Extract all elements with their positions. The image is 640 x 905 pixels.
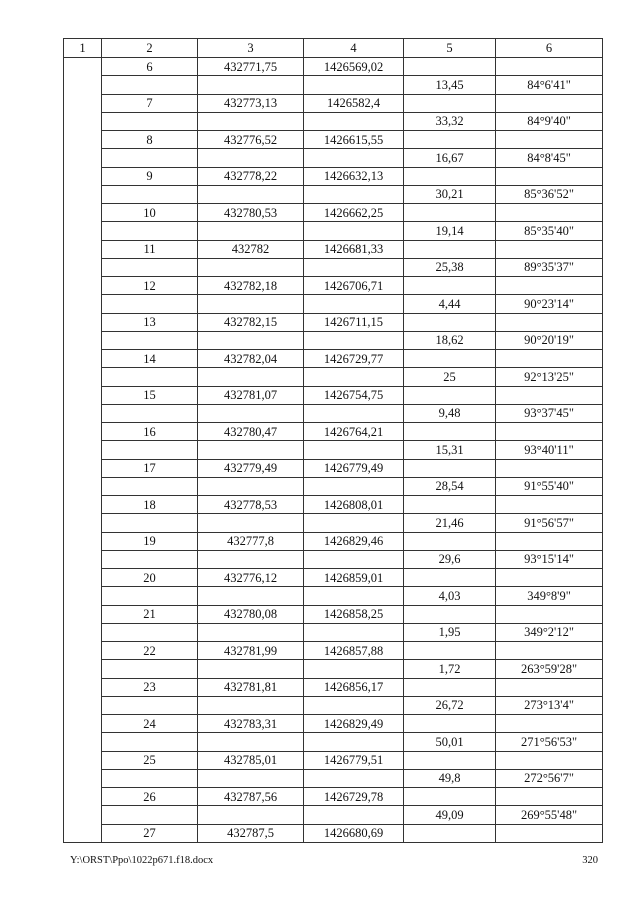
- section-cell: [64, 58, 102, 843]
- empty-cell: [102, 769, 198, 787]
- empty-cell: [198, 331, 304, 349]
- point-row: [64, 350, 603, 368]
- y-coordinate-cell: 1426858,25: [304, 605, 404, 623]
- x-coordinate-cell: 432777,8: [198, 532, 304, 550]
- empty-cell: [198, 477, 304, 495]
- empty-cell: [304, 185, 404, 203]
- x-coordinate-cell: 432787,5: [198, 824, 304, 842]
- empty-cell: [304, 368, 404, 386]
- y-coordinate-cell: 1426706,71: [304, 277, 404, 295]
- direction-angle-cell: 91°55'40": [496, 477, 603, 495]
- header-cell-1: 1: [64, 39, 102, 58]
- point-row: [64, 459, 603, 477]
- empty-cell: [198, 76, 304, 94]
- empty-cell: [102, 587, 198, 605]
- distance-cell: 1,95: [404, 623, 496, 641]
- empty-cell: [198, 514, 304, 532]
- segment-row: [64, 112, 603, 130]
- empty-cell: [198, 222, 304, 240]
- y-coordinate-cell: 1426681,33: [304, 240, 404, 258]
- distance-empty-cell: [404, 204, 496, 222]
- x-coordinate-cell: 432771,75: [198, 58, 304, 76]
- x-coordinate-cell: 432781,99: [198, 642, 304, 660]
- point-number-cell: 23: [102, 678, 198, 696]
- empty-cell: [198, 696, 304, 714]
- y-coordinate-cell: 1426615,55: [304, 131, 404, 149]
- angle-empty-cell: [496, 788, 603, 806]
- empty-cell: [102, 331, 198, 349]
- point-number-cell: 9: [102, 167, 198, 185]
- x-coordinate-cell: 432773,13: [198, 94, 304, 112]
- empty-cell: [102, 441, 198, 459]
- point-row: [64, 277, 603, 295]
- point-row: [64, 605, 603, 623]
- distance-empty-cell: [404, 423, 496, 441]
- distance-empty-cell: [404, 824, 496, 842]
- distance-cell: 19,14: [404, 222, 496, 240]
- point-number-cell: 7: [102, 94, 198, 112]
- x-coordinate-cell: 432787,56: [198, 788, 304, 806]
- x-coordinate-cell: 432778,53: [198, 496, 304, 514]
- direction-angle-cell: 85°35'40": [496, 222, 603, 240]
- angle-empty-cell: [496, 277, 603, 295]
- empty-cell: [102, 295, 198, 313]
- point-number-cell: 22: [102, 642, 198, 660]
- y-coordinate-cell: 1426632,13: [304, 167, 404, 185]
- direction-angle-cell: 89°35'37": [496, 258, 603, 276]
- x-coordinate-cell: 432782,15: [198, 313, 304, 331]
- direction-angle-cell: 84°8'45": [496, 149, 603, 167]
- point-row: [64, 569, 603, 587]
- empty-cell: [102, 112, 198, 130]
- empty-cell: [198, 404, 304, 422]
- direction-angle-cell: 93°40'11": [496, 441, 603, 459]
- empty-cell: [102, 149, 198, 167]
- point-row: [64, 496, 603, 514]
- empty-cell: [102, 806, 198, 824]
- distance-empty-cell: [404, 240, 496, 258]
- empty-cell: [304, 550, 404, 568]
- angle-empty-cell: [496, 167, 603, 185]
- segment-row: [64, 587, 603, 605]
- distance-cell: 15,31: [404, 441, 496, 459]
- distance-cell: 1,72: [404, 660, 496, 678]
- distance-cell: 50,01: [404, 733, 496, 751]
- segment-row: [64, 514, 603, 532]
- empty-cell: [102, 623, 198, 641]
- point-row: [64, 167, 603, 185]
- empty-cell: [102, 258, 198, 276]
- distance-cell: 26,72: [404, 696, 496, 714]
- direction-angle-cell: 349°8'9": [496, 587, 603, 605]
- angle-empty-cell: [496, 386, 603, 404]
- angle-empty-cell: [496, 94, 603, 112]
- direction-angle-cell: 90°20'19": [496, 331, 603, 349]
- distance-cell: 29,6: [404, 550, 496, 568]
- footer-page-number: 320: [582, 855, 598, 866]
- empty-cell: [198, 733, 304, 751]
- empty-cell: [102, 733, 198, 751]
- empty-cell: [198, 623, 304, 641]
- point-row: [64, 788, 603, 806]
- point-row: [64, 751, 603, 769]
- segment-row: [64, 222, 603, 240]
- angle-empty-cell: [496, 678, 603, 696]
- distance-empty-cell: [404, 459, 496, 477]
- distance-cell: 21,46: [404, 514, 496, 532]
- direction-angle-cell: 273°13'4": [496, 696, 603, 714]
- direction-angle-cell: 85°36'52": [496, 185, 603, 203]
- direction-angle-cell: 272°56'7": [496, 769, 603, 787]
- point-row: [64, 204, 603, 222]
- distance-empty-cell: [404, 313, 496, 331]
- empty-cell: [304, 514, 404, 532]
- y-coordinate-cell: 1426711,15: [304, 313, 404, 331]
- distance-cell: 28,54: [404, 477, 496, 495]
- segment-row: [64, 185, 603, 203]
- direction-angle-cell: 84°9'40": [496, 112, 603, 130]
- angle-empty-cell: [496, 605, 603, 623]
- direction-angle-cell: 93°37'45": [496, 404, 603, 422]
- coordinates-table: [63, 38, 603, 843]
- header-row: [64, 39, 603, 58]
- y-coordinate-cell: 1426779,51: [304, 751, 404, 769]
- empty-cell: [198, 258, 304, 276]
- point-number-cell: 16: [102, 423, 198, 441]
- empty-cell: [198, 368, 304, 386]
- point-number-cell: 14: [102, 350, 198, 368]
- y-coordinate-cell: 1426582,4: [304, 94, 404, 112]
- point-number-cell: 26: [102, 788, 198, 806]
- point-number-cell: 24: [102, 715, 198, 733]
- y-coordinate-cell: 1426779,49: [304, 459, 404, 477]
- distance-cell: 4,44: [404, 295, 496, 313]
- empty-cell: [304, 258, 404, 276]
- y-coordinate-cell: 1426764,21: [304, 423, 404, 441]
- footer-file-path: Y:\ORST\Ppo\1022p671.f18.docx: [70, 855, 214, 866]
- segment-row: [64, 441, 603, 459]
- x-coordinate-cell: 432782,18: [198, 277, 304, 295]
- table-body: [64, 39, 603, 843]
- distance-empty-cell: [404, 788, 496, 806]
- point-row: [64, 532, 603, 550]
- point-row: [64, 58, 603, 76]
- y-coordinate-cell: 1426829,46: [304, 532, 404, 550]
- x-coordinate-cell: 432776,12: [198, 569, 304, 587]
- empty-cell: [304, 733, 404, 751]
- point-row: [64, 313, 603, 331]
- direction-angle-cell: 263°59'28": [496, 660, 603, 678]
- empty-cell: [304, 331, 404, 349]
- empty-cell: [304, 76, 404, 94]
- empty-cell: [304, 477, 404, 495]
- direction-angle-cell: 271°56'53": [496, 733, 603, 751]
- segment-row: [64, 623, 603, 641]
- distance-cell: 4,03: [404, 587, 496, 605]
- empty-cell: [102, 660, 198, 678]
- x-coordinate-cell: 432782,04: [198, 350, 304, 368]
- point-number-cell: 19: [102, 532, 198, 550]
- empty-cell: [304, 441, 404, 459]
- angle-empty-cell: [496, 459, 603, 477]
- segment-row: [64, 331, 603, 349]
- angle-empty-cell: [496, 715, 603, 733]
- angle-empty-cell: [496, 350, 603, 368]
- direction-angle-cell: 91°56'57": [496, 514, 603, 532]
- x-coordinate-cell: 432781,81: [198, 678, 304, 696]
- empty-cell: [198, 660, 304, 678]
- point-row: [64, 824, 603, 842]
- distance-empty-cell: [404, 167, 496, 185]
- direction-angle-cell: 90°23'14": [496, 295, 603, 313]
- distance-empty-cell: [404, 131, 496, 149]
- distance-empty-cell: [404, 605, 496, 623]
- empty-cell: [102, 76, 198, 94]
- header-cell-5: 5: [404, 39, 496, 58]
- empty-cell: [198, 769, 304, 787]
- empty-cell: [198, 149, 304, 167]
- empty-cell: [304, 295, 404, 313]
- empty-cell: [198, 441, 304, 459]
- y-coordinate-cell: 1426859,01: [304, 569, 404, 587]
- y-coordinate-cell: 1426680,69: [304, 824, 404, 842]
- x-coordinate-cell: 432783,31: [198, 715, 304, 733]
- y-coordinate-cell: 1426857,88: [304, 642, 404, 660]
- header-cell-2: 2: [102, 39, 198, 58]
- segment-row: [64, 769, 603, 787]
- angle-empty-cell: [496, 532, 603, 550]
- distance-empty-cell: [404, 496, 496, 514]
- point-number-cell: 27: [102, 824, 198, 842]
- x-coordinate-cell: 432782: [198, 240, 304, 258]
- empty-cell: [102, 404, 198, 422]
- y-coordinate-cell: 1426829,49: [304, 715, 404, 733]
- empty-cell: [102, 550, 198, 568]
- empty-cell: [102, 477, 198, 495]
- point-number-cell: 15: [102, 386, 198, 404]
- point-row: [64, 386, 603, 404]
- direction-angle-cell: 92°13'25": [496, 368, 603, 386]
- header-cell-4: 4: [304, 39, 404, 58]
- point-number-cell: 6: [102, 58, 198, 76]
- x-coordinate-cell: 432779,49: [198, 459, 304, 477]
- empty-cell: [198, 185, 304, 203]
- segment-row: [64, 76, 603, 94]
- empty-cell: [304, 149, 404, 167]
- empty-cell: [304, 404, 404, 422]
- empty-cell: [304, 806, 404, 824]
- angle-empty-cell: [496, 423, 603, 441]
- distance-cell: 25: [404, 368, 496, 386]
- angle-empty-cell: [496, 824, 603, 842]
- distance-cell: 49,8: [404, 769, 496, 787]
- empty-cell: [198, 806, 304, 824]
- distance-empty-cell: [404, 569, 496, 587]
- distance-cell: 18,62: [404, 331, 496, 349]
- angle-empty-cell: [496, 131, 603, 149]
- y-coordinate-cell: 1426754,75: [304, 386, 404, 404]
- segment-row: [64, 477, 603, 495]
- point-row: [64, 678, 603, 696]
- x-coordinate-cell: 432780,08: [198, 605, 304, 623]
- distance-empty-cell: [404, 386, 496, 404]
- distance-empty-cell: [404, 350, 496, 368]
- angle-empty-cell: [496, 642, 603, 660]
- header-cell-6: 6: [496, 39, 603, 58]
- x-coordinate-cell: 432780,47: [198, 423, 304, 441]
- point-row: [64, 240, 603, 258]
- segment-row: [64, 404, 603, 422]
- angle-empty-cell: [496, 313, 603, 331]
- empty-cell: [304, 769, 404, 787]
- segment-row: [64, 295, 603, 313]
- segment-row: [64, 806, 603, 824]
- x-coordinate-cell: 432781,07: [198, 386, 304, 404]
- distance-empty-cell: [404, 58, 496, 76]
- distance-empty-cell: [404, 94, 496, 112]
- angle-empty-cell: [496, 240, 603, 258]
- point-number-cell: 8: [102, 131, 198, 149]
- y-coordinate-cell: 1426662,25: [304, 204, 404, 222]
- empty-cell: [304, 623, 404, 641]
- distance-cell: 16,67: [404, 149, 496, 167]
- point-number-cell: 18: [102, 496, 198, 514]
- empty-cell: [304, 587, 404, 605]
- y-coordinate-cell: 1426808,01: [304, 496, 404, 514]
- x-coordinate-cell: 432778,22: [198, 167, 304, 185]
- segment-row: [64, 258, 603, 276]
- angle-empty-cell: [496, 204, 603, 222]
- y-coordinate-cell: 1426729,78: [304, 788, 404, 806]
- empty-cell: [102, 696, 198, 714]
- segment-row: [64, 550, 603, 568]
- empty-cell: [304, 112, 404, 130]
- segment-row: [64, 660, 603, 678]
- point-number-cell: 12: [102, 277, 198, 295]
- point-row: [64, 131, 603, 149]
- point-row: [64, 94, 603, 112]
- empty-cell: [102, 185, 198, 203]
- angle-empty-cell: [496, 569, 603, 587]
- distance-empty-cell: [404, 678, 496, 696]
- point-number-cell: 17: [102, 459, 198, 477]
- direction-angle-cell: 349°2'12": [496, 623, 603, 641]
- segment-row: [64, 149, 603, 167]
- empty-cell: [198, 295, 304, 313]
- distance-cell: 30,21: [404, 185, 496, 203]
- empty-cell: [304, 696, 404, 714]
- point-row: [64, 715, 603, 733]
- direction-angle-cell: 93°15'14": [496, 550, 603, 568]
- point-number-cell: 11: [102, 240, 198, 258]
- distance-empty-cell: [404, 277, 496, 295]
- direction-angle-cell: 269°55'48": [496, 806, 603, 824]
- point-number-cell: 21: [102, 605, 198, 623]
- empty-cell: [198, 112, 304, 130]
- segment-row: [64, 696, 603, 714]
- empty-cell: [102, 368, 198, 386]
- empty-cell: [198, 587, 304, 605]
- x-coordinate-cell: 432776,52: [198, 131, 304, 149]
- y-coordinate-cell: 1426856,17: [304, 678, 404, 696]
- distance-cell: 25,38: [404, 258, 496, 276]
- x-coordinate-cell: 432785,01: [198, 751, 304, 769]
- empty-cell: [304, 222, 404, 240]
- point-number-cell: 25: [102, 751, 198, 769]
- angle-empty-cell: [496, 751, 603, 769]
- x-coordinate-cell: 432780,53: [198, 204, 304, 222]
- point-number-cell: 10: [102, 204, 198, 222]
- distance-empty-cell: [404, 751, 496, 769]
- header-cell-3: 3: [198, 39, 304, 58]
- distance-empty-cell: [404, 532, 496, 550]
- distance-cell: 9,48: [404, 404, 496, 422]
- empty-cell: [304, 660, 404, 678]
- empty-cell: [102, 514, 198, 532]
- angle-empty-cell: [496, 58, 603, 76]
- distance-cell: 49,09: [404, 806, 496, 824]
- point-row: [64, 642, 603, 660]
- direction-angle-cell: 84°6'41": [496, 76, 603, 94]
- point-row: [64, 423, 603, 441]
- distance-empty-cell: [404, 642, 496, 660]
- point-number-cell: 20: [102, 569, 198, 587]
- empty-cell: [102, 222, 198, 240]
- distance-empty-cell: [404, 715, 496, 733]
- y-coordinate-cell: 1426729,77: [304, 350, 404, 368]
- point-number-cell: 13: [102, 313, 198, 331]
- y-coordinate-cell: 1426569,02: [304, 58, 404, 76]
- angle-empty-cell: [496, 496, 603, 514]
- segment-row: [64, 733, 603, 751]
- segment-row: [64, 368, 603, 386]
- distance-cell: 13,45: [404, 76, 496, 94]
- distance-cell: 33,32: [404, 112, 496, 130]
- empty-cell: [198, 550, 304, 568]
